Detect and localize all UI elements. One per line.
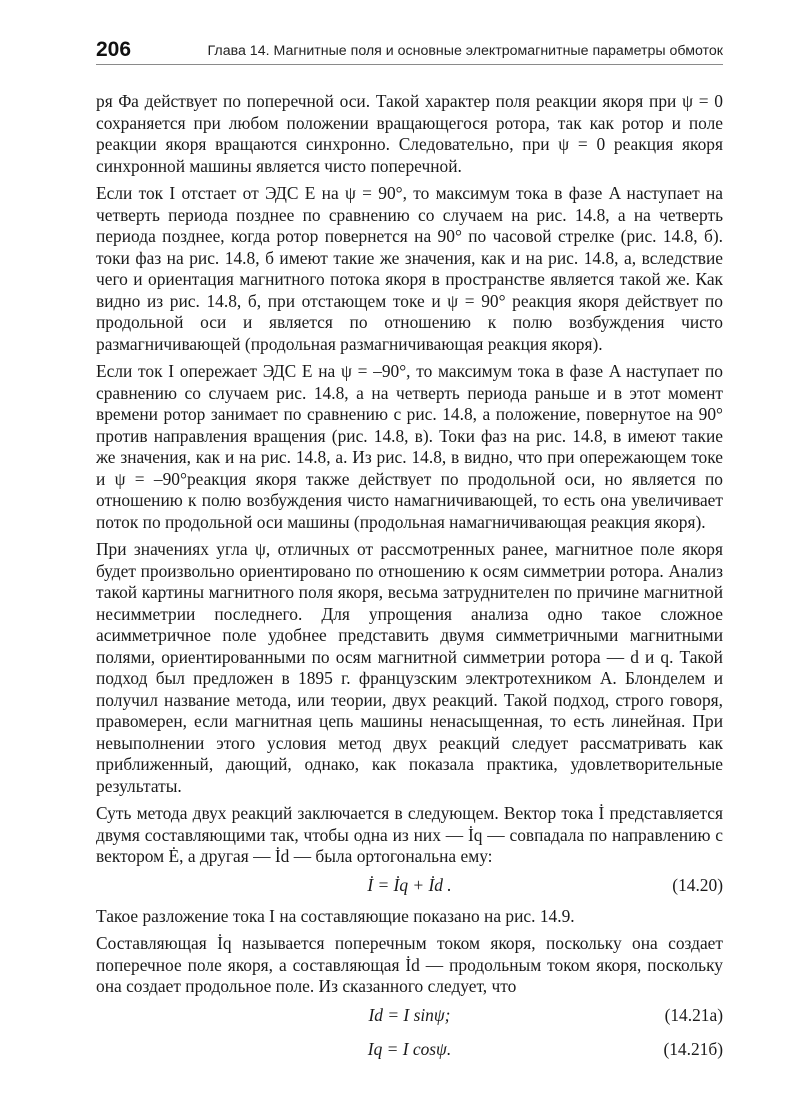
equation-formula: Iq = I cosψ. bbox=[367, 1038, 452, 1059]
equation-number: (14.20) bbox=[672, 874, 723, 895]
chapter-title: Глава 14. Магнитные поля и основные электромагнитные параметры обмоток bbox=[207, 43, 723, 59]
paragraph: Составляющая İq называется поперечным током якоря, поскольку она создает поперечное поле якоря, а составляющая İd — продольным током якоря, поскольку она создает продольное поле. Из сказанного следует, что bbox=[96, 933, 723, 996]
equation-14-21b bbox=[96, 1032, 723, 1062]
equation-number: (14.21а) bbox=[664, 1004, 723, 1025]
paragraph: Суть метода двух реакций заключается в следующем. Вектор тока İ представляется двумя составляющими так, чтобы одна из них — İq — совпадала по направлению с вектором Ė, а другая — İd — была ортогональна ему: bbox=[96, 803, 723, 866]
paragraph: Если ток I отстает от ЭДС E на ψ = 90°, то максимум тока в фазе A наступает на четверть периода позднее по сравнению со случаем на рис. 14.8, а на четверть периода позднее, когда ротор повернется на 90° по часовой стрелке (рис. 14.8, б). токи фаз на рис. 14.8, б имеют такие же значения, как и на рис. 14.8, а, вследствие чего и ориентация магнитного потока якоря в пространстве является такой же. Как видно из рис. 14.8, б, при отстающем токе и ψ = 90° реакция якоря действует по продольной оси и является по отношению к полю возбуждения чисто размагничивающей (продольная размагничивающая реакция якоря). bbox=[96, 183, 723, 354]
running-header bbox=[96, 38, 723, 65]
paragraph: При значениях угла ψ, отличных от рассмотренных ранее, магнитное поле якоря будет произвольно ориентировано по отношению к осям симметрии ротора. Анализ такой картины магнитного поля якоря, весьма затруднителен по причине магнитной несимметрии последнего. Для упрощения анализа одно такое сложное асимметричное поле удобнее представить двумя симметричными магнитными полями, ориентированными по осям магнитной симметрии ротора — d и q. Такой подход был предложен в 1895 г. французским электротехником А. Блонделем и получил название метода, или теории, двух реакций. Такой подход, строго говоря, правомерен, если магнитная цепь машины ненасыщенная, то есть линейная. При невыполнении этого условия метод двух реакций следует рассматривать как приближенный, дающий, однако, как показала практика, удовлетворительные результаты. bbox=[96, 539, 723, 796]
equation-number: (14.21б) bbox=[663, 1038, 723, 1059]
equation-14-20 bbox=[96, 868, 723, 902]
paragraph: Такое разложение тока I на составляющие показано на рис. 14.9. bbox=[96, 905, 575, 926]
paragraph: ря Φa действует по поперечной оси. Такой характер поля реакции якоря при ψ = 0 сохраняется при любом положении вращающегося ротора, так как ротор и поле реакции якоря вращаются синхронно. Следовательно, при ψ = 0 реакция якоря синхронной машины является чисто поперечной. bbox=[96, 91, 723, 176]
page-body bbox=[96, 91, 723, 1066]
equation-formula: İ = İq + İd . bbox=[367, 874, 452, 895]
equation-formula: Id = I sinψ; bbox=[368, 1004, 451, 1025]
page-number: 206 bbox=[96, 38, 132, 61]
paragraph: Если ток I опережает ЭДС E на ψ = –90°, то максимум тока в фазе A наступает по сравнению со случаем рис. 14.8, а на четверть периода раньше и в этот момент времени ротор занимает по сравнению с рис. 14.8, а положение, повернутое на 90° против направления вращения (рис. 14.8, в). Токи фаз на рис. 14.8, в имеют такие же значения, как и на рис. 14.8, а. Из рис. 14.8, в видно, что при опережающем токе и ψ = –90°реакция якоря также действует по продольной оси, но является по отношению к полю возбуждения чисто намагничивающей, то есть она увеличивает поток по продольной оси машины (продольная намагничивающая реакция якоря). bbox=[96, 361, 723, 532]
equation-14-21a bbox=[96, 998, 723, 1028]
